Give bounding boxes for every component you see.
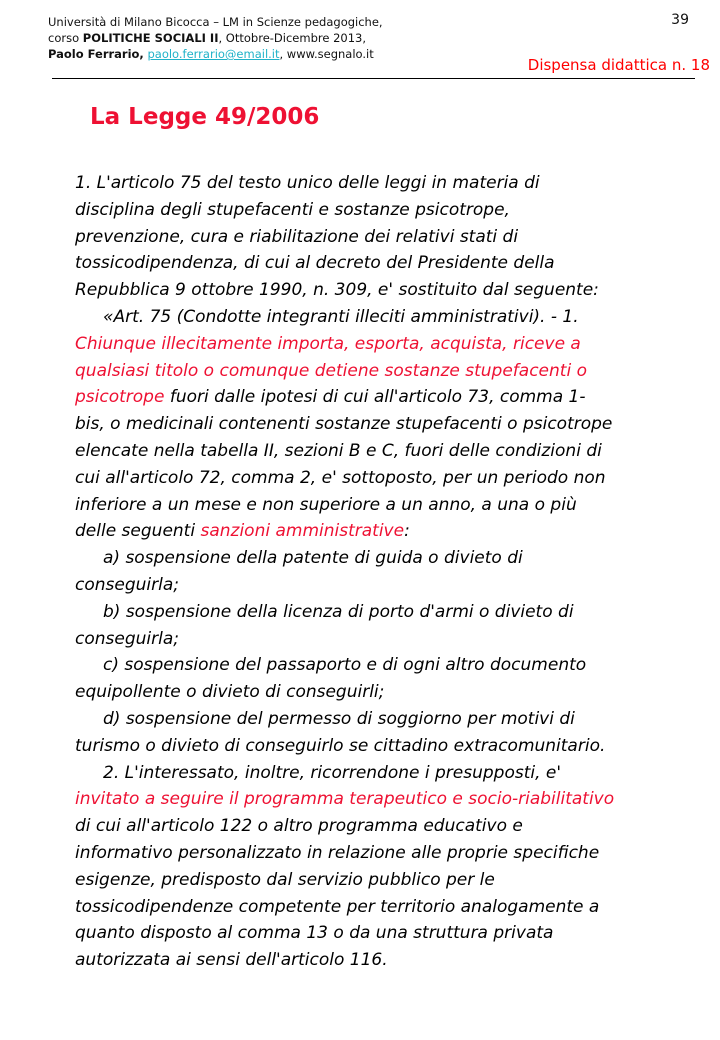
text-segment: cui all'articolo 72, comma 2, e' sottoposto, per un periodo non: [75, 467, 606, 488]
text-line: [75, 572, 675, 599]
text-line: [75, 197, 675, 224]
text-line: [75, 518, 675, 545]
header-author-website: , www.segnalo.it: [279, 47, 374, 61]
highlighted-text: sanzioni amministrative: [200, 521, 405, 542]
text-line: [75, 947, 675, 974]
text-line: [75, 920, 675, 947]
text-segment: c) sospensione del passaporto e di ogni altro documento: [103, 655, 587, 676]
text-segment: conseguirla;: [75, 574, 179, 595]
author-email-link[interactable]: paolo.ferrario@email.it: [147, 47, 280, 61]
text-segment: quanto disposto al comma 13 o da una struttura privata: [75, 923, 554, 944]
text-line: [75, 384, 675, 411]
text-line: [75, 786, 675, 813]
text-segment: delle seguenti: [75, 521, 201, 542]
text-segment: :: [404, 521, 410, 542]
text-line: [75, 411, 675, 438]
text-segment: b) sospensione della licenza di porto d'armi o divieto di: [103, 601, 574, 622]
page-number: 39: [671, 12, 689, 28]
header-author-line: [48, 46, 383, 62]
text-line: [75, 170, 675, 197]
text-segment: informativo personalizzato in relazione alle proprie specifiche: [75, 842, 600, 863]
text-line: [75, 438, 675, 465]
text-line: [75, 652, 675, 679]
text-line: [75, 492, 675, 519]
text-line: [75, 840, 675, 867]
highlighted-text: invitato a seguire il programma terapeutico e socio-riabilitativo: [75, 789, 615, 810]
document-body: [75, 170, 675, 974]
header-course-suffix: , Ottobre-Dicembre 2013,: [218, 31, 366, 45]
text-segment: tossicodipendenze competente per territorio analogamente a: [75, 896, 600, 917]
text-line: [75, 813, 675, 840]
text-line: [75, 304, 675, 331]
highlighted-text: qualsiasi titolo o comunque detiene sostanze stupefacenti o: [75, 360, 587, 381]
text-segment: a) sospensione della patente di guida o divieto di: [103, 548, 523, 569]
text-segment: prevenzione, cura e riabilitazione dei relativi stati di: [75, 226, 519, 247]
text-segment: fuori dalle ipotesi di cui all'articolo 73, comma 1-: [164, 387, 586, 408]
text-segment: autorizzata ai sensi dell'articolo 116.: [75, 950, 388, 971]
text-segment: 1. L'articolo 75 del testo unico delle leggi in materia di: [75, 173, 540, 193]
text-line: [75, 706, 675, 733]
document-title: La Legge 49/2006: [90, 104, 320, 130]
page-header: [48, 14, 383, 62]
text-segment: di cui all'articolo 122 o altro programma educativo e: [75, 816, 523, 837]
text-segment: inferiore a un mese e non superiore a un anno, a una o più: [75, 494, 577, 515]
text-line: [75, 626, 675, 653]
text-line: [75, 224, 675, 251]
text-line: [75, 358, 675, 385]
header-author-name: Paolo Ferrario,: [48, 47, 144, 61]
text-line: [75, 679, 675, 706]
text-line: [75, 465, 675, 492]
text-segment: Repubblica 9 ottobre 1990, n. 309, e' sostituito dal seguente:: [75, 280, 599, 301]
text-segment: bis, o medicinali contenenti sostanze stupefacenti o psicotrope: [75, 414, 613, 435]
text-segment: conseguirla;: [75, 628, 179, 649]
text-segment: d) sospensione del permesso di soggiorno per motivi di: [103, 708, 575, 729]
text-segment: turismo o divieto di conseguirlo se cittadino extracomunitario.: [75, 735, 606, 756]
text-line: [75, 733, 675, 760]
text-line: [75, 250, 675, 277]
text-segment: elencate nella tabella II, sezioni B e C, fuori delle condizioni di: [75, 440, 602, 461]
text-segment: disciplina degli stupefacenti e sostanze psicotrope,: [75, 199, 510, 220]
highlighted-text: psicotrope: [75, 387, 165, 408]
text-line: [75, 760, 675, 787]
text-segment: tossicodipendenza, di cui al decreto del Presidente della: [75, 253, 555, 274]
dispensa-label: Dispensa didattica n. 18: [527, 56, 710, 74]
header-divider: [52, 78, 695, 79]
text-line: [75, 599, 675, 626]
text-line: [75, 545, 675, 572]
header-course-prefix: corso: [48, 31, 83, 45]
header-course-name: POLITICHE SOCIALI II: [82, 31, 219, 45]
header-university-line: Università di Milano Bicocca – LM in Scienze pedagogiche,: [48, 15, 383, 29]
text-line: [75, 277, 675, 304]
text-segment: 2. L'interessato, inoltre, ricorrendone i presupposti, e': [103, 762, 562, 783]
highlighted-text: Chiunque illecitamente importa, esporta, acquista, riceve a: [75, 333, 581, 354]
text-segment: esigenze, predisposto dal servizio pubblico per le: [75, 869, 495, 890]
header-course-line: [48, 30, 383, 46]
text-line: [75, 894, 675, 921]
text-segment: equipollente o divieto di conseguirli;: [75, 682, 385, 703]
text-segment: «Art. 75 (Condotte integranti illeciti amministrativi). - 1.: [103, 306, 579, 327]
text-line: [75, 331, 675, 358]
text-line: [75, 867, 675, 894]
